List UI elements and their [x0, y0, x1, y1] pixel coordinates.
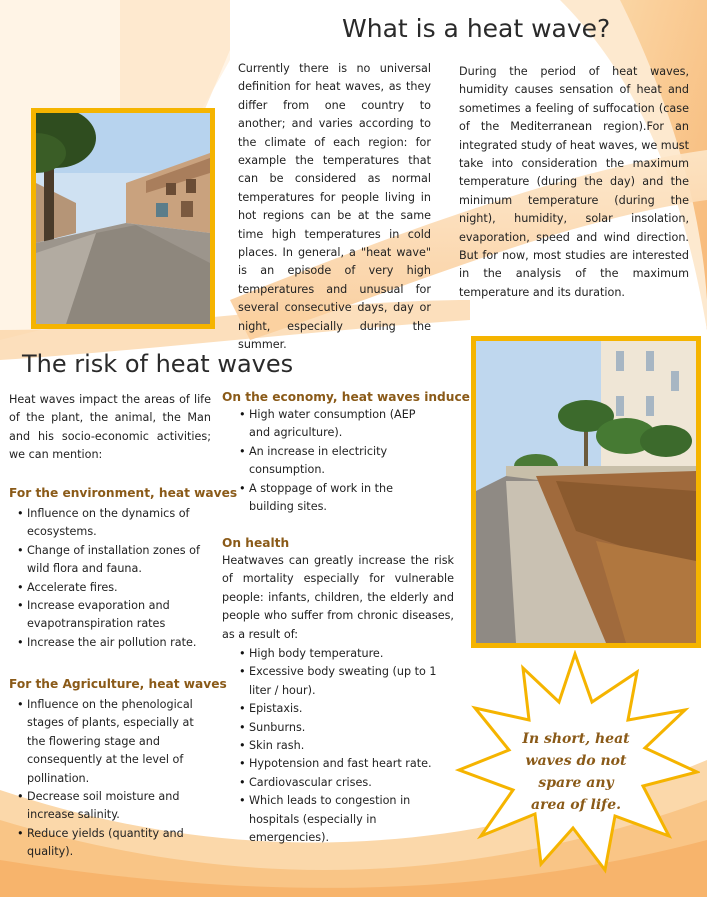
- health-heading: On health: [222, 536, 290, 550]
- dry-hedge-photo-image: [476, 341, 696, 643]
- definition-paragraph: Currently there is no universal definition for heat waves, as they differ from one country to another; and varies according to the climate of each region: for example the temperatures that can be considered as normal temperatures for people living in hot regions can be at the same time high temperatures in cold places. In general, a "heat wave" is an episode of very high temperatures and unusual for several consecutive days, day or night, especially during the summer.: [238, 62, 431, 352]
- list-item: • Influence on the phenological stages of plants, especially at the flowering stage and consequently at the level of pollination.: [17, 696, 213, 788]
- street-photo-image: [36, 113, 210, 324]
- callout-text: In short, heat waves do not spare any area of life.: [522, 731, 630, 813]
- list-item: • A stoppage of work in the building sites.: [239, 480, 439, 517]
- economy-list: [239, 406, 439, 516]
- list-item: • Change of installation zones of wild flora and fauna.: [17, 542, 207, 579]
- list-item: • Accelerate fires.: [17, 579, 207, 597]
- agriculture-heading: For the Agriculture, heat waves: [9, 677, 227, 691]
- list-item: • Which leads to congestion in hospitals (especially in emergencies).: [239, 792, 459, 847]
- dry-hedge-photo: [471, 336, 701, 648]
- environment-list: [17, 505, 207, 652]
- list-item: • Hypotension and fast heart rate.: [239, 755, 459, 773]
- list-item: • High body temperature.: [239, 645, 459, 663]
- environment-heading: For the environment, heat waves: [9, 486, 238, 500]
- health-list: [239, 645, 459, 847]
- health-intro-paragraph: Heatwaves can greatly increase the risk of mortality especially for vulnerable people: infants, children, the elderly and people who suffer from chronic diseases, as a result of:: [222, 554, 454, 641]
- list-item: • Influence on the dynamics of ecosystems.: [17, 505, 207, 542]
- list-item: • Excessive body sweating (up to 1 liter / hour).: [239, 663, 459, 700]
- humidity-paragraph: During the period of heat waves, humidity causes sensation of heat and sometimes a feeling of suffocation (case of the Mediterranean region).For an integrated study of heat waves, we must take into consideration the maximum temperature (during the day) and the minimum temperature (during the night), humidity, solar insolation, evaporation, speed and wind direction. But for now, most studies are interested in the analysis of the maximum temperature and its duration.: [459, 65, 689, 299]
- list-item: • Cardiovascular crises.: [239, 774, 459, 792]
- list-item: • Skin rash.: [239, 737, 459, 755]
- list-item: • Epistaxis.: [239, 700, 459, 718]
- risk-intro-paragraph: Heat waves impact the areas of life of the plant, the animal, the Man and his socio-economic activities; we can mention:: [9, 393, 211, 462]
- list-item: • An increase in electricity consumption.: [239, 443, 439, 480]
- section1-title: What is a heat wave?: [342, 14, 611, 43]
- list-item: • High water consumption (AEP and agriculture).: [239, 406, 439, 443]
- list-item: • Increase the air pollution rate.: [17, 634, 207, 652]
- list-item: • Increase evaporation and evapotranspiration rates: [17, 597, 207, 634]
- street-photo: [31, 108, 215, 329]
- list-item: • Reduce yields (quantity and quality).: [17, 825, 213, 862]
- section2-title: The risk of heat waves: [22, 350, 294, 378]
- list-item: • Decrease soil moisture and increase salinity.: [17, 788, 213, 825]
- economy-heading: On the economy, heat waves induce: [222, 390, 470, 404]
- agriculture-list: [17, 696, 213, 862]
- list-item: • Sunburns.: [239, 719, 459, 737]
